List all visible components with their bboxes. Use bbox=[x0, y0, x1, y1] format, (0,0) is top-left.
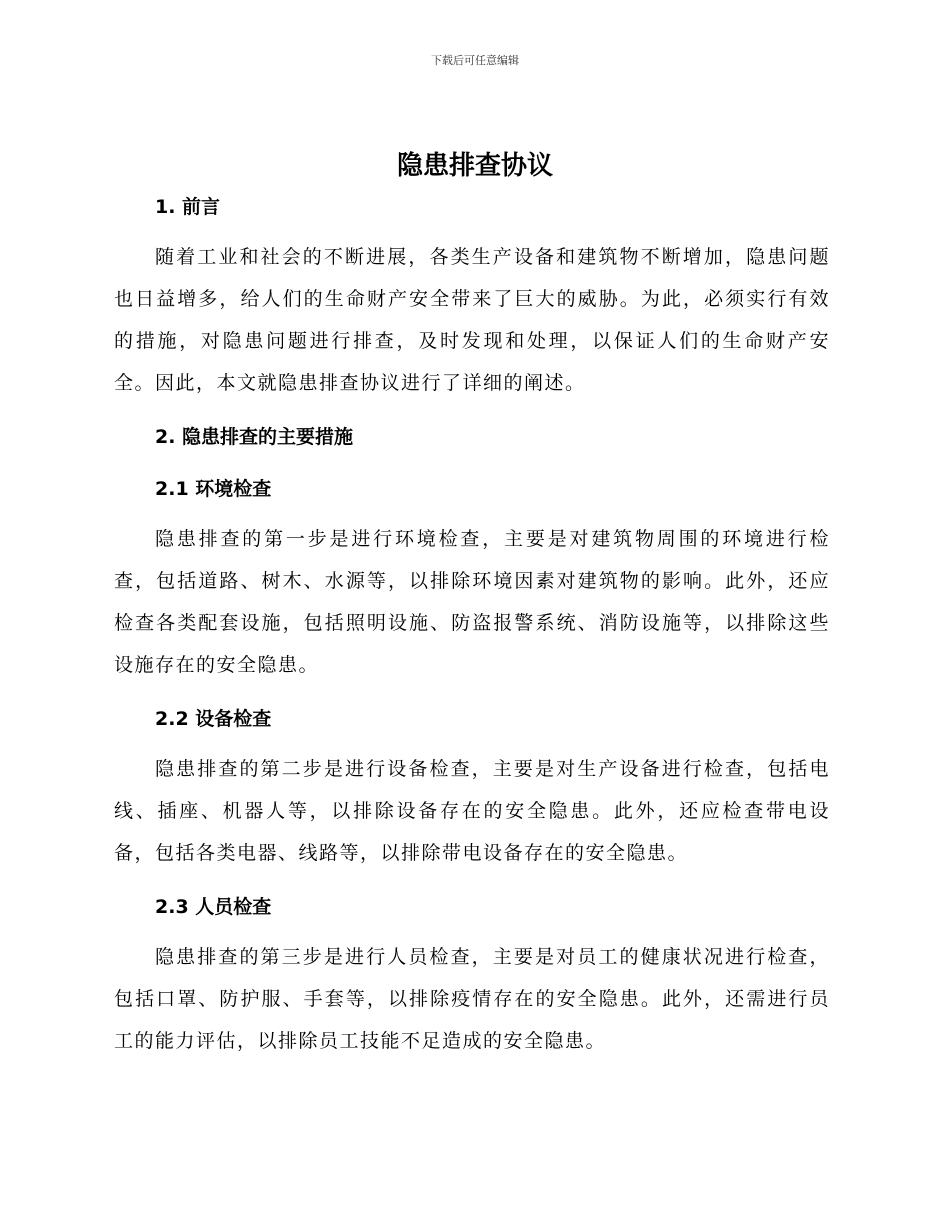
paragraph-equipment: 隐患排查的第二步是进行设备检查，主要是对生产设备进行检查，包括电线、插座、机器人等，以排除设备存在的安全隐患。此外，还应检查带电设备，包括各类电器、线路等，以排除带电设备存在的安全隐患。 bbox=[114, 758, 830, 864]
section-heading-measures: 2. 隐患排查的主要措施 bbox=[155, 426, 354, 448]
section-heading-environment: 2.1 环境检查 bbox=[155, 478, 272, 500]
paragraph-intro: 随着工业和社会的不断进展，各类生产设备和建筑物不断增加，隐患问题也日益增多，给人们的生命财产安全带来了巨大的威胁。为此，必须实行有效的措施，对隐患问题进行排查，及时发现和处理，以保证人们的生命财产安全。因此，本文就隐患排查协议进行了详细的阐述。 bbox=[114, 246, 830, 394]
paragraph-environment: 隐患排查的第一步是进行环境检查，主要是对建筑物周围的环境进行检查，包括道路、树木、水源等，以排除环境因素对建筑物的影响。此外，还应检查各类配套设施，包括照明设施、防盗报警系统、消防设施等，以排除这些设施存在的安全隐患。 bbox=[114, 528, 830, 676]
document-title: 隐患排查协议 bbox=[396, 151, 553, 181]
document-body bbox=[114, 188, 830, 1062]
section-heading-intro: 1. 前言 bbox=[155, 196, 221, 218]
page-header: 下载后可任意编辑 bbox=[431, 54, 519, 67]
section-heading-staff: 2.3 人员检查 bbox=[155, 896, 272, 918]
paragraph-staff: 隐患排查的第三步是进行人员检查，主要是对员工的健康状况进行检查，包括口罩、防护服、手套等，以排除疫情存在的安全隐患。此外，还需进行员工的能力评估，以排除员工技能不足造成的安全隐患。 bbox=[114, 946, 830, 1052]
section-heading-equipment: 2.2 设备检查 bbox=[155, 708, 272, 730]
